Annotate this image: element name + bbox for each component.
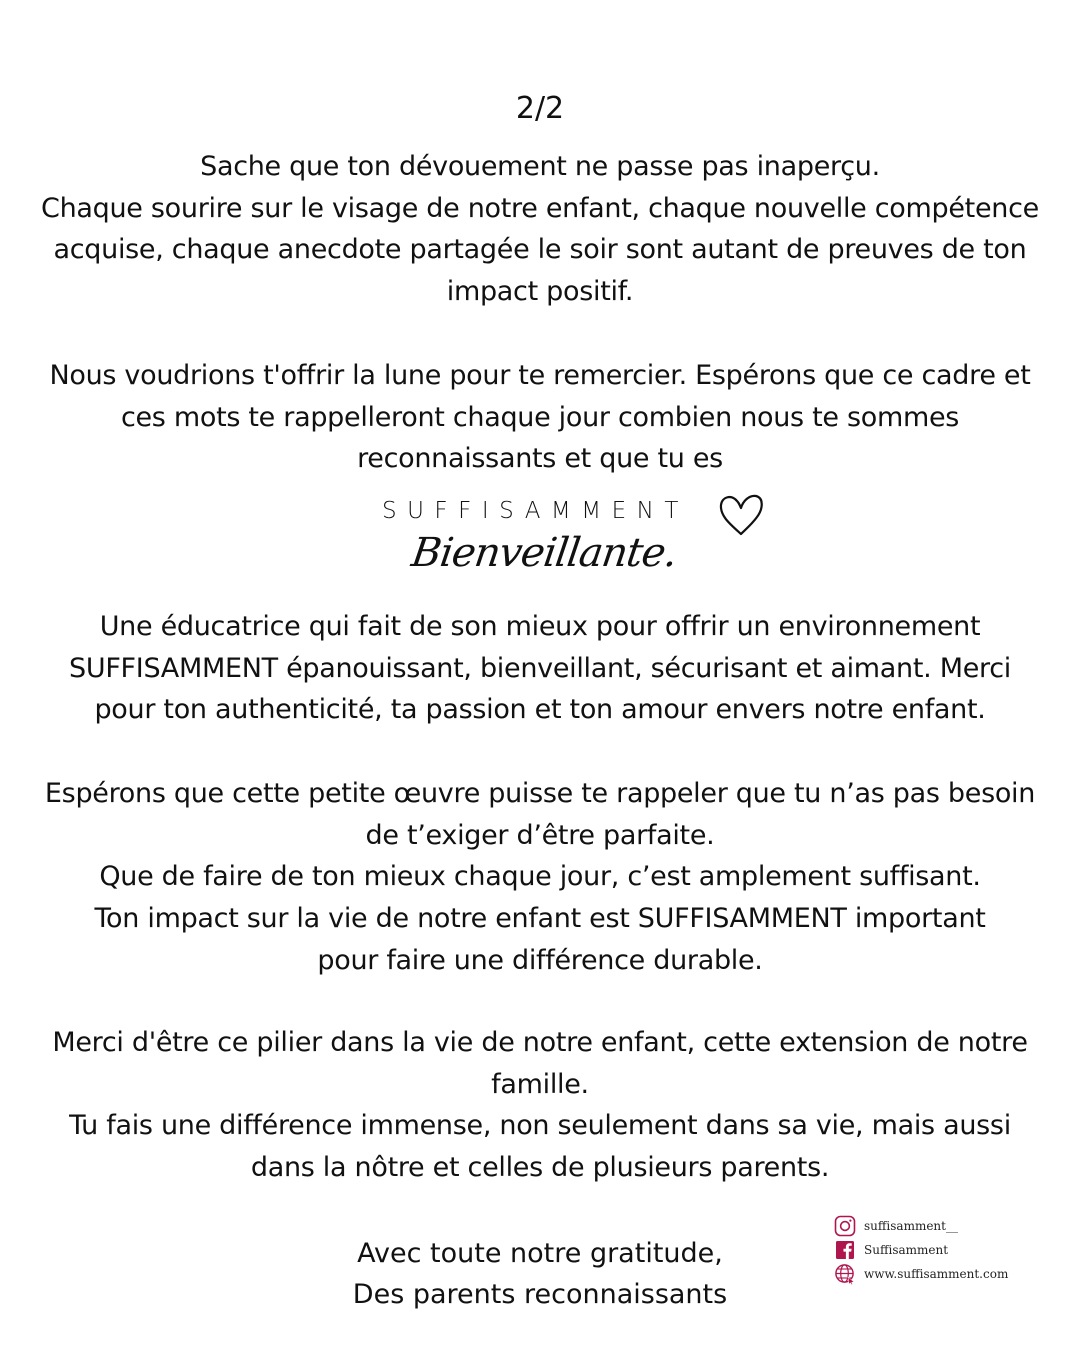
facebook-name: Suffisamment [864, 1243, 949, 1257]
paragraph-moon [40, 355, 1040, 480]
text-line: Une éducatrice qui fait de son mieux pour offrir un environnement [99, 611, 981, 642]
text-line: SUFFISAMMENT épanouissant, bienveillant, sécurisant et aimant. Merci [69, 652, 1011, 684]
social-facebook[interactable] [834, 1238, 1074, 1262]
logo-script: Bienveillante. [408, 530, 680, 576]
globe-icon [834, 1263, 856, 1285]
instagram-icon [834, 1215, 856, 1237]
text-line: Nous voudrions t'offrir la lune pour te remercier. Espérons que ce cadre et [49, 360, 1031, 391]
text-line: famille. [491, 1068, 589, 1100]
paragraph-devotion [40, 146, 1040, 313]
text-line: Sache que ton dévouement ne passe pas inaperçu. [200, 151, 880, 182]
text-line: reconnaissants et que tu es [357, 443, 723, 475]
paragraph-educator [40, 606, 1040, 731]
text-line: Chaque sourire sur le visage de notre enfant, chaque nouvelle compétence [41, 192, 1039, 224]
facebook-icon [834, 1239, 856, 1261]
page-number: 2/2 [515, 91, 565, 126]
signoff-line: Des parents reconnaissants [352, 1279, 728, 1310]
instagram-handle: suffisamment__ [864, 1219, 958, 1233]
text-line: Tu fais une différence immense, non seulement dans sa vie, mais aussi [69, 1110, 1011, 1142]
brand-logo [372, 492, 772, 592]
paragraph-thanks [40, 1022, 1040, 1189]
signoff [300, 1233, 780, 1315]
text-line: Merci d'être ce pilier dans la vie de notre enfant, cette extension de notre [52, 1027, 1028, 1058]
heart-icon [716, 492, 766, 538]
logo-wordmark: SUFFISAMMENT [382, 498, 689, 524]
social-website[interactable] [834, 1262, 1074, 1286]
social-instagram[interactable] [834, 1214, 1074, 1238]
text-line: de t’exiger d’être parfaite. [365, 819, 715, 851]
social-links [834, 1214, 1074, 1286]
text-line: dans la nôtre et celles de plusieurs parents. [250, 1152, 830, 1184]
text-line: pour faire une différence durable. [317, 944, 763, 976]
text-line: Que de faire de ton mieux chaque jour, c’est amplement suffisant. [99, 861, 981, 893]
website-url: www.suffisamment.com [864, 1267, 1009, 1281]
text-line: ces mots te rappelleront chaque jour combien nous te sommes [120, 401, 960, 433]
paragraph-reminder [40, 773, 1040, 982]
text-line: pour ton authenticité, ta passion et ton amour envers notre enfant. [94, 694, 986, 726]
signoff-line: Avec toute notre gratitude, [357, 1238, 723, 1269]
text-line: impact positif. [446, 276, 634, 308]
text-line: Ton impact sur la vie de notre enfant est SUFFISAMMENT important [94, 903, 986, 935]
text-line: Espérons que cette petite œuvre puisse te rappeler que tu n’as pas besoin [44, 778, 1036, 809]
text-line: acquise, chaque anecdote partagée le soir sont autant de preuves de ton [53, 234, 1027, 266]
